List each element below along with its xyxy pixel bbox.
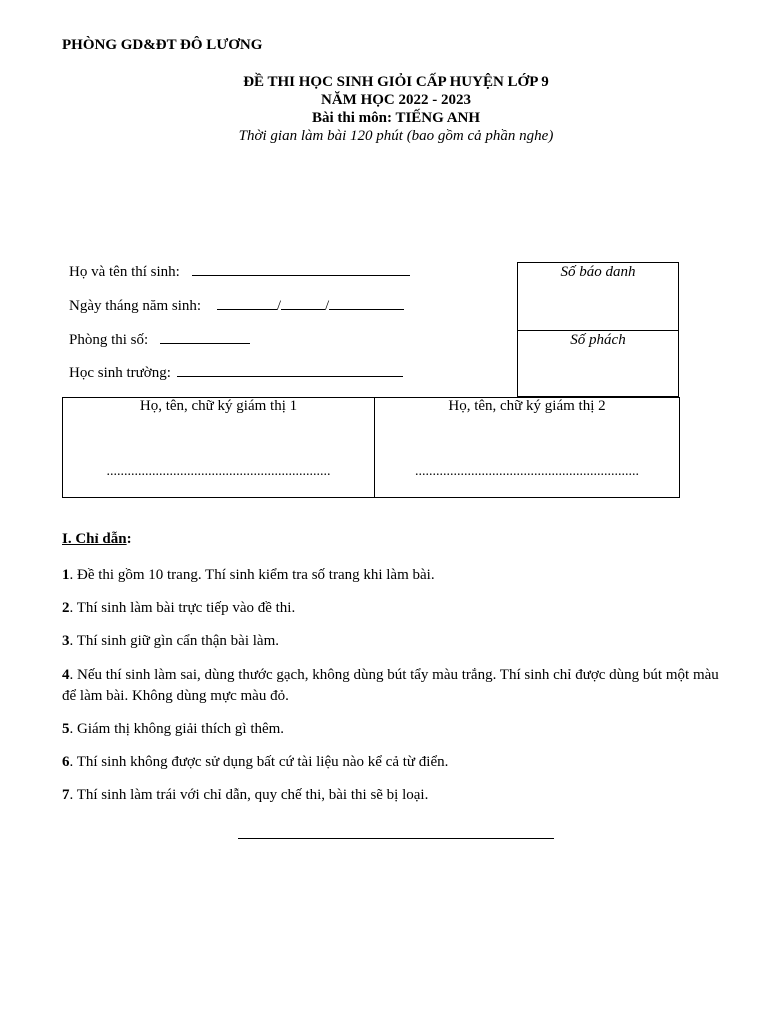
instruction-text: . Thí sinh giữ gìn cẩn thận bài làm.	[69, 633, 279, 649]
instruction-text: . Nếu thí sinh làm sai, dùng thước gạch, không dùng bút tẩy màu trắng. Thí sinh chỉ được dùng bút một màu để làm bài. Không dùng mực màu đỏ.	[62, 667, 719, 704]
instruction-text: . Thí sinh làm bài trực tiếp vào đề thi.	[69, 600, 296, 616]
exam-room-field	[69, 331, 250, 349]
sheet-code-cell[interactable]	[518, 331, 678, 398]
school-blank[interactable]	[177, 364, 403, 377]
school-year: NĂM HỌC 2022 - 2023	[321, 92, 471, 108]
supervisor-signature-table	[62, 397, 680, 498]
dob-label: Ngày tháng năm sinh:	[69, 298, 202, 314]
candidate-number-label: Số báo danh	[560, 264, 636, 280]
instruction-number: 7	[62, 787, 70, 803]
instruction-text: . Đề thi gồm 10 trang. Thí sinh kiểm tra số trang khi làm bài.	[69, 567, 435, 583]
exam-room-label: Phòng thi số:	[69, 332, 149, 348]
dob-field	[69, 297, 404, 315]
candidate-name-field	[69, 263, 410, 281]
section-divider	[238, 838, 554, 839]
exam-duration: Thời gian làm bài 120 phút (bao gồm cả phần nghe)	[238, 128, 554, 144]
instructions-heading	[62, 531, 132, 548]
instruction-number: 3	[62, 633, 70, 649]
instruction-number: 1	[62, 567, 70, 583]
instruction-number: 2	[62, 600, 70, 616]
school-label: Học sinh trường:	[69, 365, 171, 381]
sheet-code-label: Số phách	[570, 332, 626, 348]
instruction-number: 6	[62, 754, 70, 770]
instruction-text: . Thí sinh làm trái với chỉ dẫn, quy chế thi, bài thi sẽ bị loại.	[69, 787, 429, 803]
id-box	[517, 262, 679, 397]
candidate-name-blank[interactable]	[192, 263, 410, 276]
instruction-text: . Thí sinh không được sử dụng bất cứ tài liệu nào kể cả từ điển.	[69, 754, 449, 770]
dob-day-blank[interactable]	[217, 297, 277, 310]
instruction-number: 4	[62, 667, 70, 683]
supervisor-1-cell[interactable]	[63, 398, 375, 497]
supervisor-1-label: Họ, tên, chữ ký giám thị 1	[139, 398, 298, 414]
instruction-text: . Giám thị không giải thích gì thêm.	[69, 721, 285, 737]
instruction-item	[62, 785, 732, 806]
instruction-number: 5	[62, 721, 70, 737]
instructions-heading-text: I. Chỉ dẫn	[62, 531, 127, 547]
supervisor-2-cell[interactable]	[375, 398, 679, 497]
instruction-item	[62, 665, 732, 707]
exam-subject: Bài thi môn: TIẾNG ANH	[311, 110, 481, 126]
exam-title-block	[0, 73, 768, 145]
dob-separator-1: /	[276, 298, 281, 314]
exam-title: ĐỀ THI HỌC SINH GIỎI CẤP HUYỆN LỚP 9	[243, 74, 549, 90]
dob-separator-2: /	[325, 298, 330, 314]
candidate-number-cell[interactable]	[518, 263, 678, 331]
department-name: PHÒNG GD&ĐT ĐÔ LƯƠNG	[62, 37, 263, 53]
instruction-item	[62, 752, 732, 773]
exam-room-blank[interactable]	[160, 331, 250, 344]
instruction-item	[62, 598, 732, 619]
instruction-item	[62, 631, 732, 652]
dob-year-blank[interactable]	[329, 297, 404, 310]
school-field	[69, 364, 403, 382]
supervisor-2-dots: ................................................................	[415, 464, 639, 479]
supervisor-1-dots: ................................................................	[106, 464, 331, 479]
dob-month-blank[interactable]	[281, 297, 325, 310]
candidate-name-label: Họ và tên thí sinh:	[69, 264, 180, 280]
instruction-item	[62, 719, 732, 740]
instruction-item	[62, 565, 732, 586]
instructions-heading-colon: :	[126, 531, 132, 547]
supervisor-2-label: Họ, tên, chữ ký giám thị 2	[448, 398, 606, 414]
